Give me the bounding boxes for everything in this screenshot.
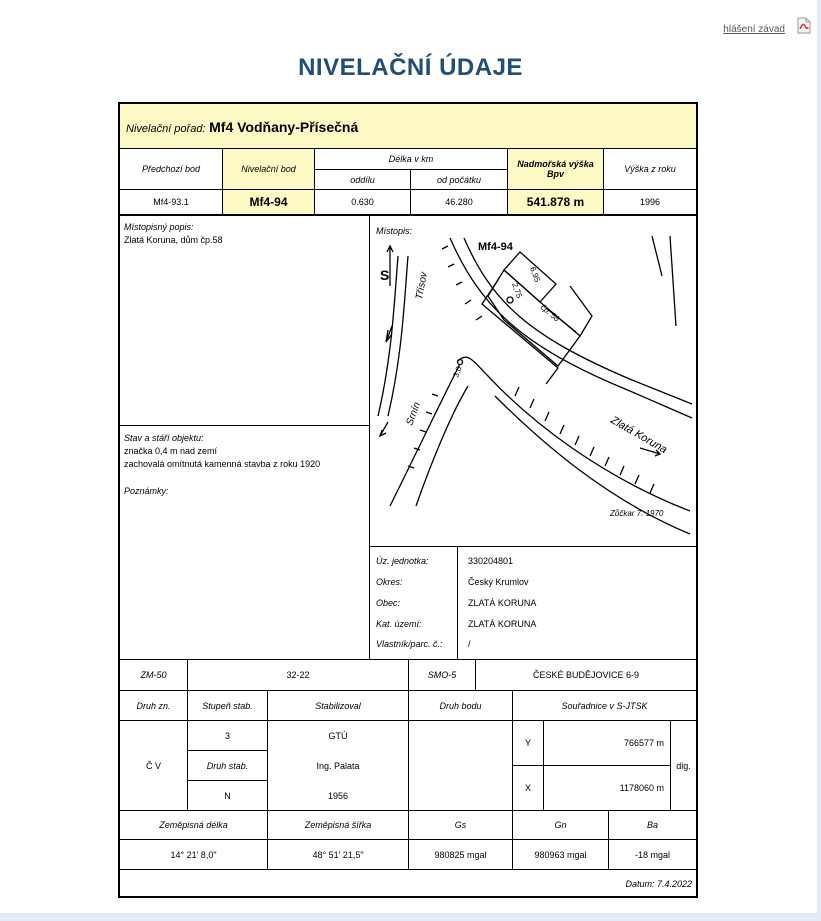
series-row	[120, 104, 696, 149]
gs-value: 980825 mgal	[434, 849, 487, 860]
altitude-header: Nadmořská výška Bpv	[508, 149, 603, 189]
admin-label-cadastre: Kat. území:	[376, 619, 422, 629]
kind-value: Č V	[145, 760, 161, 771]
admin-value-cadastre: ZLATÁ KORUNA	[468, 619, 537, 629]
lon-header: Zeměpisná délka	[159, 820, 228, 830]
road-trisov-label: Třísov	[414, 271, 430, 301]
x-label: X	[524, 783, 531, 793]
length-km-header: Délka v km	[388, 154, 434, 164]
series-name: Mf4 Vodňany-Přísečná	[209, 119, 359, 135]
height-year-value: 1996	[639, 197, 661, 207]
prev-point-header: Předchozí bod	[141, 164, 201, 174]
level-point-value: Mf4-94	[223, 190, 314, 214]
altitude-value: 541.878 m	[508, 190, 603, 214]
dig-label: dig.	[676, 760, 691, 771]
page-edge-bottom	[0, 913, 821, 921]
stabilized-by-header: Stabilizoval	[315, 700, 361, 711]
leveling-sheet	[118, 102, 698, 898]
stabilized-org: GTÚ	[328, 730, 348, 741]
distance-1: 6,95	[528, 265, 542, 284]
kind-header: Druh zn.	[136, 700, 171, 711]
section-header: oddílu	[350, 174, 375, 185]
state-block	[124, 432, 368, 498]
y-label: Y	[524, 738, 531, 748]
page-title: NIVELAČNÍ ÚDAJE	[298, 54, 523, 81]
x-value: 1178060 m	[619, 783, 664, 793]
sketch-label: Místopis:	[376, 226, 413, 236]
series-label: Nivelační pořad:	[126, 123, 206, 135]
admin-label-district: Okres:	[376, 577, 403, 587]
zm-value: 32-22	[286, 670, 310, 680]
admin-value-unit: 330204801	[468, 556, 514, 566]
state-line-2: zachovalá omítnutá kamenná stavba z roku 1920	[124, 459, 321, 469]
stab-level-value: 3	[224, 730, 230, 741]
stab-kind-value: N	[224, 790, 231, 801]
road-zlata-koruna-label: Zlatá Koruna	[608, 414, 670, 457]
point-kind-header: Druh bodu	[439, 700, 482, 711]
location-label: Místopisný popis:	[124, 222, 194, 232]
height-year-header: Výška z roku	[624, 164, 676, 174]
sketch-author: Zůčkar 7. 1970	[610, 509, 664, 518]
admin-value-municipality: ZLATÁ KORUNA	[468, 598, 537, 608]
lat-value: 48° 51' 21,5"	[312, 849, 364, 860]
north-label: S	[380, 267, 390, 283]
sketch-point-label: Mf4-94	[478, 241, 513, 253]
location-sketch	[370, 216, 696, 546]
report-defects-link[interactable]: hlášení závad	[723, 24, 785, 35]
coords-header: Souřadnice v S-JTSK	[561, 700, 648, 711]
stab-kind-label: Druh stab.	[206, 760, 249, 771]
smo-label: SMO-5	[427, 670, 457, 680]
y-value: 766577 m	[623, 738, 664, 748]
distance-2: 2,75	[510, 281, 524, 300]
stab-level-header: Stupeň stab.	[202, 700, 253, 711]
page-edge	[817, 0, 821, 921]
stabilized-person: Ing. Palata	[316, 760, 360, 771]
zm-label: ZM-50	[140, 670, 167, 680]
location-text: Zlatá Koruna, dům čp.58	[124, 235, 223, 245]
admin-label-owner: Vlastník/parc. č.:	[376, 639, 443, 649]
smo-value: ČESKÉ BUDĚJOVICE 6-9	[532, 670, 640, 680]
state-label: Stav a stáří objektu:	[124, 433, 204, 443]
lon-value: 14° 21' 8,0"	[170, 849, 217, 860]
notes-label: Poznámky:	[124, 486, 169, 496]
prev-point-value: Mf4-93.1	[153, 197, 189, 207]
gn-header: Gn	[554, 820, 567, 830]
state-line-1: značka 0,4 m nad zemí	[124, 446, 218, 456]
from-start-value: 46.280	[445, 197, 473, 207]
report-date: Datum: 7.4.2022	[625, 879, 692, 889]
admin-value-district: Český Krumlov	[468, 577, 529, 587]
stabilized-year: 1956	[327, 790, 349, 801]
gn-value: 980963 mgal	[534, 849, 587, 860]
location-block	[124, 222, 364, 245]
road-srnin-label: Srnín	[404, 400, 423, 428]
pdf-icon[interactable]	[797, 17, 811, 34]
level-point-header: Nivelační bod	[223, 149, 314, 189]
gs-header: Gs	[454, 820, 467, 830]
house-number-label: čp. 58	[538, 302, 562, 324]
lat-header: Zeměpisná šířka	[304, 820, 372, 830]
admin-label-municipality: Obec:	[376, 598, 401, 608]
admin-label-unit: Úz. jednotka:	[376, 556, 429, 566]
admin-value-owner: /	[468, 639, 471, 649]
section-value: 0.630	[351, 197, 374, 207]
from-start-header: od počátku	[436, 174, 482, 185]
distance-3: 3,0	[451, 365, 464, 379]
ba-value: -18 mgal	[634, 849, 670, 860]
ba-header: Ba	[646, 820, 658, 830]
